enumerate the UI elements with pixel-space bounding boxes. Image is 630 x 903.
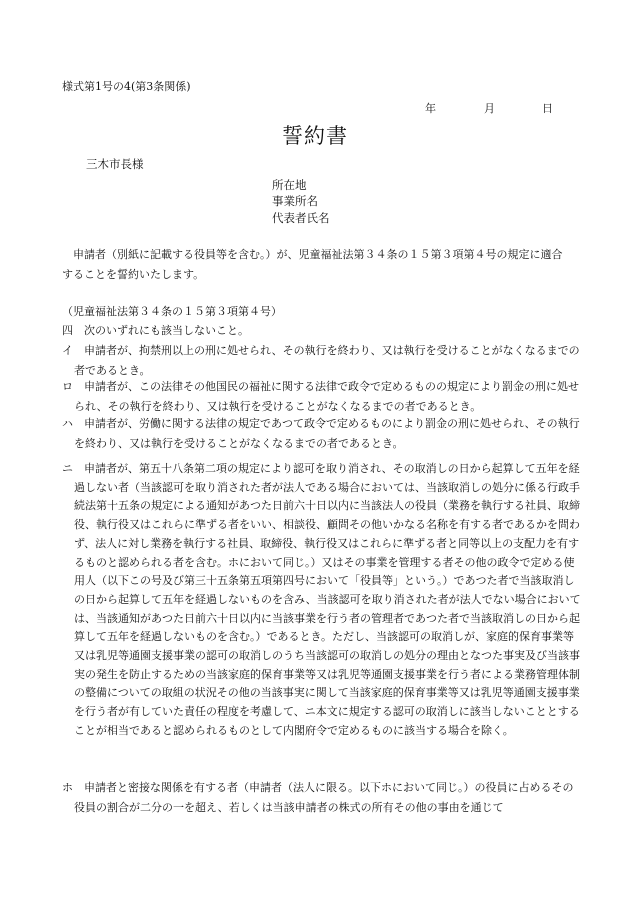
clause-ni: ニ 申請者が、第五十八条第二項の規定により認可を取り消され、その取消しの日から起算して五年を経過しない者（当該認可を取り消された者が法人である場合においては、当該取消しの処分に係る行政手続法第十五条の規定による通知があつた日前六十日以内に当該法人の役員（業務を執行する社員、取締役、執行役又はこれらに準ずる者をいい、相談役、顧問その他いかなる名称を有する者であるかを問わず、法人に対し業務を執行する社員、取締役、執行役又はこれらに準ずる者と同等以上の支配力を有するものと認められる者を含む。ホにおいて同じ。）又はその事業を管理する者その他の政令で定める使用人（以下この号及び第三十五条第五項第四号において「役員等」という。）であつた者で当該取消しの日から起算して五年を経過しないものを含み、当該認可を取り消された者が法人でない場合においては、当該通知があつた日前六十日以内に当該事業を行う者の管理者であつた者で当該取消しの日から起算して五年を経過しないものを含む。）であるとき。ただし、当該認可の取消しが、家庭的保育事業等又は乳児等通園支援事業の認可の取消しのうち当該認可の取消しの処分の理由となつた事実及び当該事実の発生を防止するための当該家庭的保育事業等又は乳児等通園支援事業を行う者による業務管理体制の整備についての取組の状況その他の当該事実に関して当該家庭的保育事業等又は乳児等通園支援事業を行う者が有していた責任の程度を考慮して、ニ本文に規定する認可の取消しに該当しないこととすることが相当であると認められるものとして内閣府令で定めるものに該当する場合を除く。 xyxy=(62,462,581,737)
legal-basis: （児童福祉法第３４条の１５第３項第４号） xyxy=(62,305,282,318)
date-month-label: 月 xyxy=(484,102,495,115)
location-label: 所在地 xyxy=(272,178,307,192)
form-number: 様式第1号の4(第3条関係) xyxy=(62,80,191,93)
clause-ro: ロ 申請者が、この法律その他国民の福祉に関する法律で政令で定めるものの規定により罰金の刑に処せられ、その執行を終わり、又は執行を受けることがなくなるまでの者であるとき。 xyxy=(62,380,579,413)
representative-label: 代表者氏名 xyxy=(272,211,330,225)
date-year-label: 年 xyxy=(425,102,436,115)
business-name-label: 事業所名 xyxy=(272,194,318,208)
pledge-statement: 申請者（別紙に記載する役員等を含む。）が、児童福祉法第３４条の１５第３項第４号の規定に適合することを誓約いたします。 xyxy=(62,248,563,281)
clause-ho: ホ 申請者と密接な関係を有する者（申請者（法人に限る。以下ホにおいて同じ。）の役員に占めるその役員の割合が二分の一を超え、若しくは当該申請者の株式の所有その他の事由を通じて xyxy=(62,781,574,814)
date-day-label: 日 xyxy=(542,102,553,115)
clause-i: イ 申請者が、拘禁刑以上の刑に処せられ、その執行を終わり、又は執行を受けることがなくなるまでの者であるとき。 xyxy=(62,344,580,377)
document-title: 誓約書 xyxy=(282,124,348,148)
item-4-heading: 四 次のいずれにも該当しないこと。 xyxy=(62,324,249,337)
clause-ha: ハ 申請者が、労働に関する法律の規定であつて政令で定めるものにより罰金の刑に処せられ、その執行を終わり、又は執行を受けることがなくなるまでの者であるとき。 xyxy=(62,417,580,450)
addressee: 三木市長様 xyxy=(86,157,144,171)
